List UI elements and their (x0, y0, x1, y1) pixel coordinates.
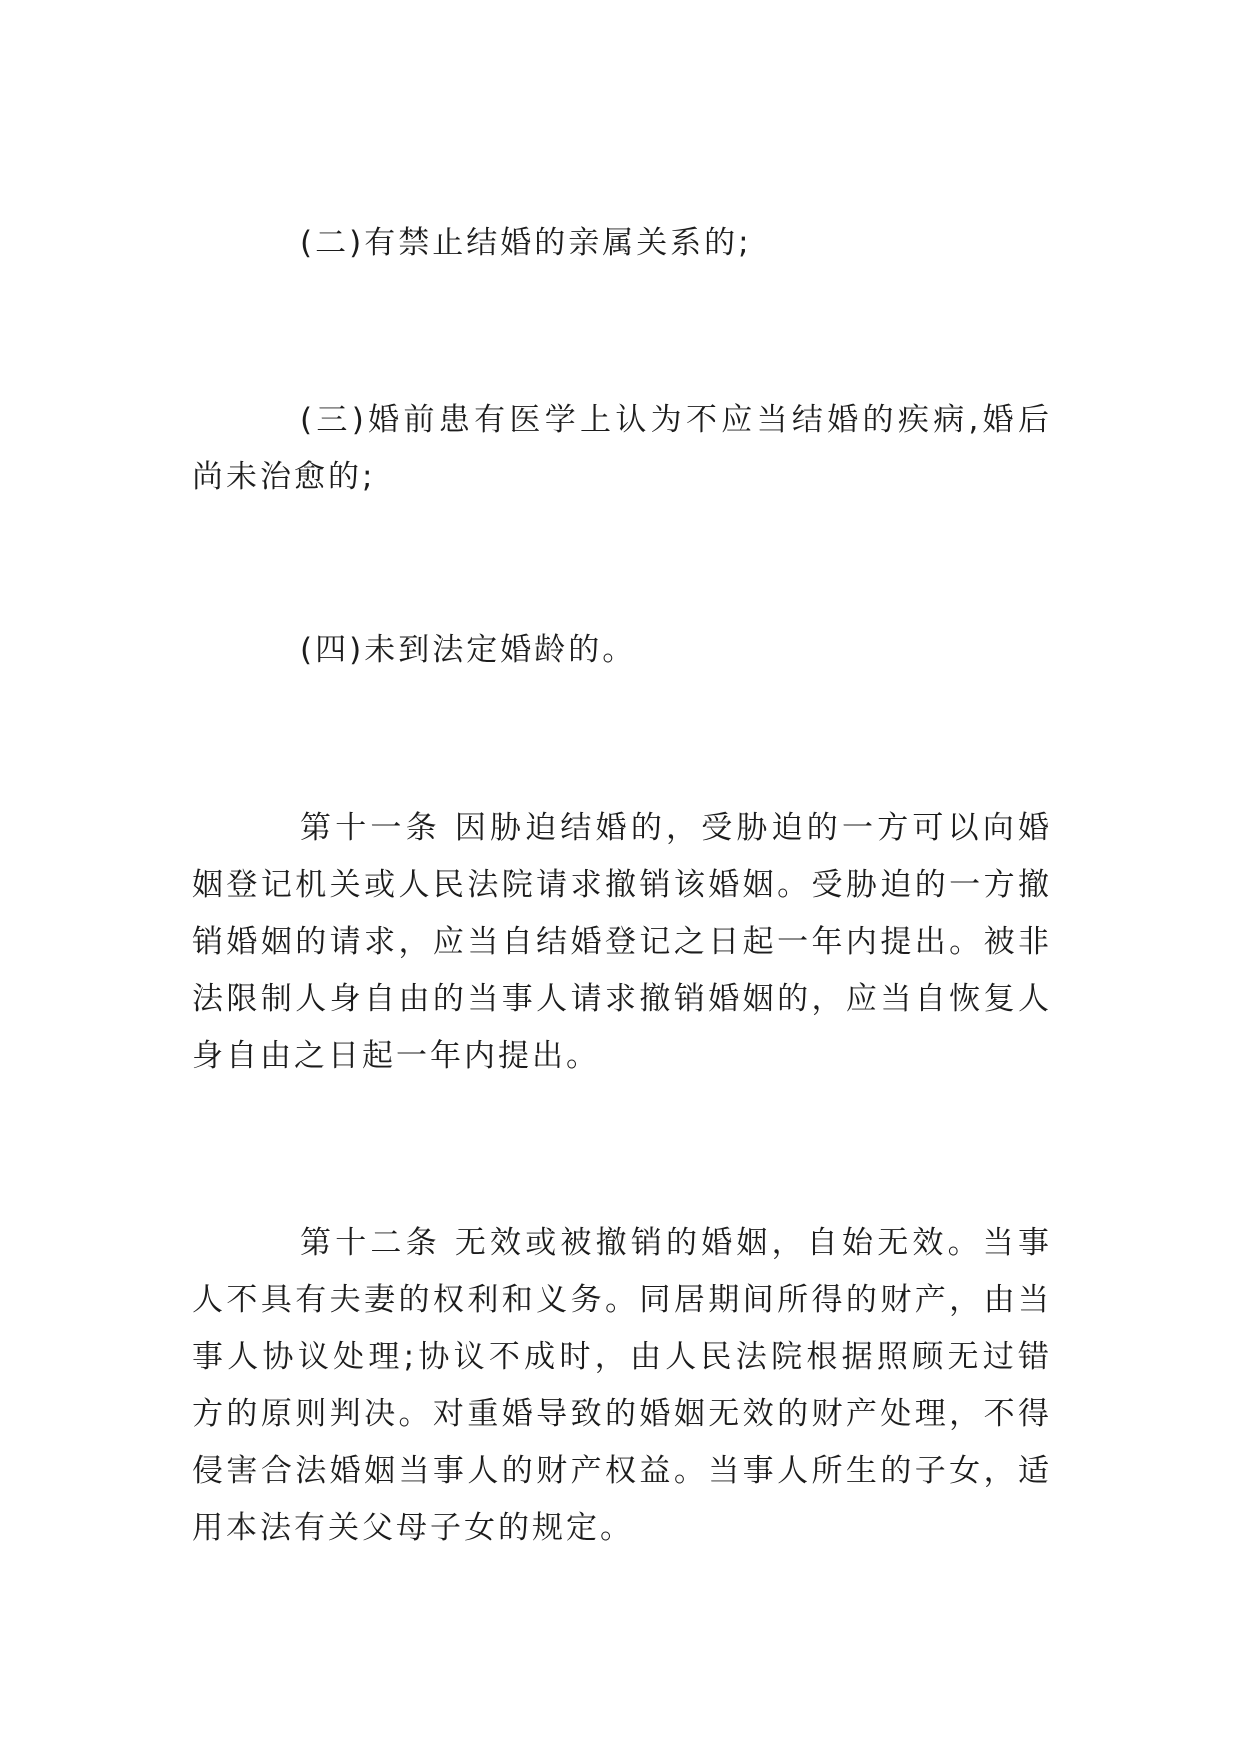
paragraph-article-12: 第十二条 无效或被撤销的婚姻，自始无效。当事人不具有夫妻的权利和义务。同居期间所得的财产，由当事人协议处理;协议不成时，由人民法院根据照顾无过错方的原则判决。对重婚导致的婚姻无效的财产处理，不得侵害合法婚姻当事人的财产权益。当事人所生的子女，适用本法有关父母子女的规定。 (192, 1225, 1052, 1546)
paragraph-article-11: 第十一条 因胁迫结婚的，受胁迫的一方可以向婚姻登记机关或人民法院请求撤销该婚姻。受胁迫的一方撤销婚姻的请求，应当自结婚登记之日起一年内提出。被非法限制人身自由的当事人请求撤销婚姻的，应当自恢复人身自由之日起一年内提出。 (192, 810, 1052, 1074)
paragraph-item-3: (三)婚前患有医学上认为不应当结婚的疾病,婚后尚未治愈的; (192, 402, 1052, 495)
paragraph-item-2: (二)有禁止结婚的亲属关系的; (300, 225, 752, 261)
paragraph-item-4: (四)未到法定婚龄的。 (300, 632, 637, 668)
